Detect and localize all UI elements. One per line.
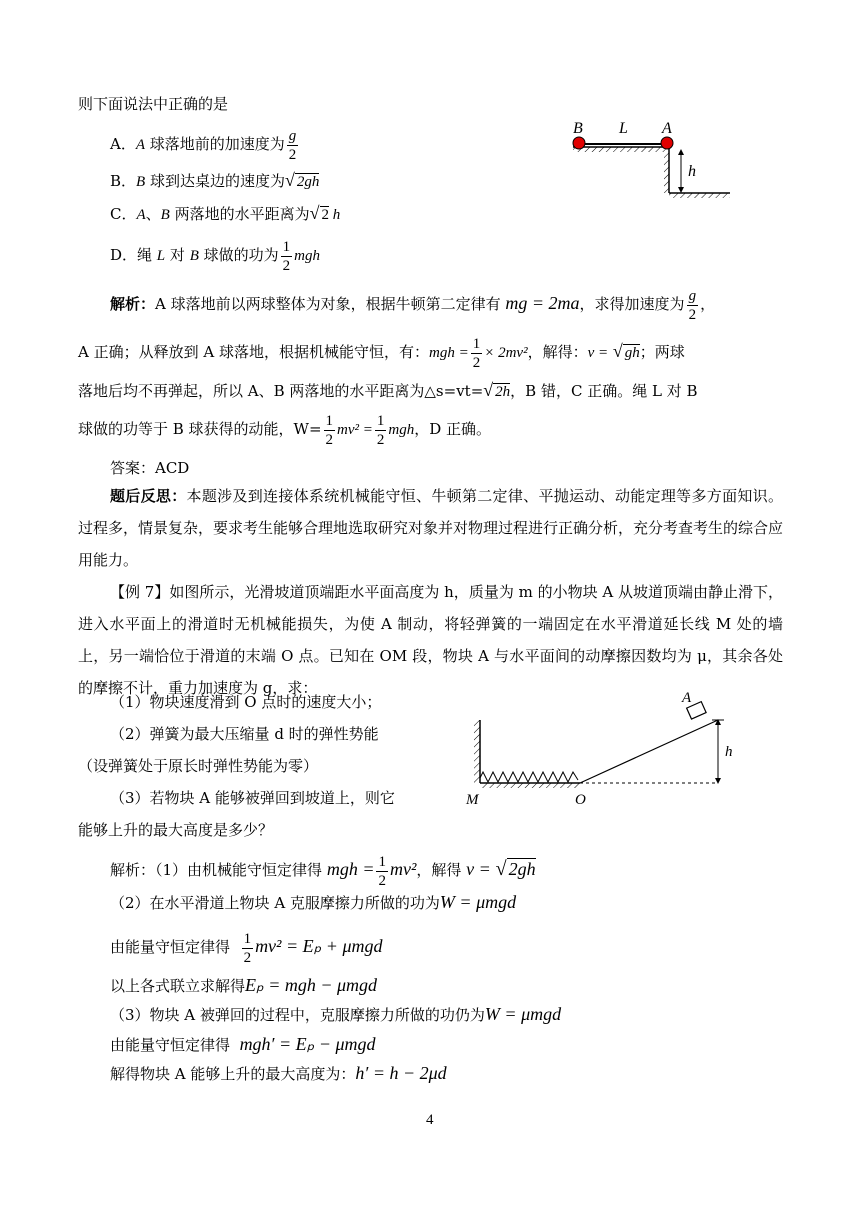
label-l: L <box>619 120 628 137</box>
option-c-sep: 、 <box>145 205 161 223</box>
analysis-l3-radicand: 2h <box>495 384 511 400</box>
solution-s1-radicand: 2gh <box>508 859 536 879</box>
ball-a <box>661 137 673 149</box>
analysis-l3b: ，B 错，C 正确。绳 L 对 B <box>510 382 698 400</box>
label-h: h <box>688 163 696 180</box>
analysis-line-4 <box>78 412 491 449</box>
analysis-l1c: ， <box>700 295 716 313</box>
option-d-mid: 对 <box>165 246 190 264</box>
solution-line-5 <box>110 1004 561 1025</box>
sqrt-sign: √ <box>483 380 494 400</box>
question-3: （3）若物块 A 能够被弹回到坡道上，则它 <box>110 789 395 807</box>
solution-s1-tail: mv² <box>389 859 417 879</box>
option-a <box>110 127 300 164</box>
reflection <box>78 480 783 576</box>
solution-s6: 由能量守恒定律得 <box>110 1036 231 1054</box>
analysis-l2-frac-num: 1 <box>472 336 481 352</box>
analysis-l4-n2: 1 <box>376 413 385 429</box>
option-d-text: 球做的功为 <box>198 246 279 264</box>
h-arrow-down <box>678 187 684 193</box>
option-d-fraction <box>281 238 293 275</box>
sqrt-sign: √ <box>309 203 320 223</box>
option-d <box>110 238 320 275</box>
solution-line-6 <box>110 1034 376 1055</box>
option-d-l: L <box>156 248 166 264</box>
question-intro: 则下面说法中正确的是 <box>78 95 229 113</box>
option-b-radicand: 2gh <box>296 174 320 190</box>
label-b: B <box>573 120 583 137</box>
analysis-l2b: ，解得： <box>527 343 588 361</box>
sqrt-sign: √ <box>612 341 623 361</box>
analysis-l4-d1: 2 <box>325 432 334 448</box>
option-a-fraction <box>287 127 299 164</box>
option-c-prefix: C． <box>110 205 137 223</box>
solution-s3-eq: mv² = Eₚ + μmgd <box>255 936 383 956</box>
reflection-label: 题后反思： <box>110 487 187 505</box>
question-3-cont: 能够上升的最大高度是多少？ <box>78 821 274 839</box>
slope-line <box>580 720 718 783</box>
analysis-line-3 <box>78 380 698 401</box>
analysis-l2-eq1: mgh = <box>428 345 469 361</box>
option-d-b: B <box>189 248 199 264</box>
figure-table-balls <box>565 115 745 205</box>
analysis-l2a: A 正确；从释放到 A 球落地，根据机械能守恒，有： <box>78 343 429 361</box>
figure-slope-spring <box>460 690 745 810</box>
option-d-prefix: D．绳 <box>110 246 157 264</box>
solution-line-1 <box>110 853 536 890</box>
question-1: （1）物块速度滑到 O 点时的速度大小； <box>110 693 382 711</box>
option-d-num: 1 <box>282 239 291 255</box>
reflection-text: 本题涉及到连接体系统机械能守恒、牛顿第二定律、平抛运动、动能定理等多方面知识。过程多，情景复杂，要求考生能够合理地选取研究对象并对物理过程进行正确分析，充分考查考生的综合应用能力。 <box>78 487 784 569</box>
label-h-2: h <box>725 744 733 760</box>
option-a-prefix: A． <box>110 135 136 153</box>
sqrt-sign: √ <box>284 170 295 190</box>
solution-s7-eq: h′ = h − 2μd <box>355 1063 447 1083</box>
h-arrow-up <box>678 149 684 155</box>
analysis-line-1 <box>110 287 715 324</box>
example-7-text: 如图所示，光滑坡道顶端距水平面高度为 h，质量为 m 的小物块 A 从坡道顶端由静止滑下，进入水平面上的滑道时无机械能损失，为使 A 制动，将轻弹簧的一端固定在水平滑道延长线 M 处的墙上，另一端恰位于滑道的末端 O 点。已知在 OM 段，物块 A 与水平面间的动摩擦因数均为 μ，其余各处的摩擦不计，重力加速度为 g，求： <box>78 583 784 697</box>
answer: 答案：ACD <box>110 459 190 477</box>
solution-s1-frac <box>376 853 388 890</box>
page-number: 4 <box>426 1112 434 1128</box>
solution-s1-v: v = <box>466 859 491 879</box>
option-a-var: A <box>135 137 146 153</box>
spring <box>480 772 578 782</box>
solution-line-7 <box>110 1063 447 1084</box>
solution-s3: 由能量守恒定律得 <box>110 938 231 956</box>
option-b <box>110 170 319 191</box>
option-a-text: 球落地前的加速度为 <box>145 135 285 153</box>
solution-s2-eq: W = μmgd <box>439 892 517 912</box>
floor-hatch <box>669 193 730 198</box>
option-c-radicand: 2 <box>321 207 330 223</box>
solution-s1-num: 1 <box>378 854 386 870</box>
question-2-note: （设弹簧处于原长时弹性势能为零） <box>78 757 319 775</box>
option-a-den: 2 <box>288 147 297 163</box>
label-o: O <box>575 792 586 808</box>
analysis-l1b: ，求得加速度为 <box>579 295 685 313</box>
option-b-prefix: B． <box>110 172 137 190</box>
analysis-l4-tail: mgh <box>388 422 415 438</box>
solution-s1a: 解析：（1）由机械能守恒定律得 <box>110 861 327 879</box>
analysis-l2-frac-den: 2 <box>472 355 481 371</box>
ball-b <box>573 137 585 149</box>
analysis-l4-n1: 1 <box>325 413 334 429</box>
question-2: （2）弹簧为最大压缩量 d 时的弹性势能 <box>110 725 379 743</box>
label-a: A <box>662 120 672 137</box>
option-c <box>110 203 340 224</box>
analysis-l4-d2: 2 <box>376 432 385 448</box>
solution-s1b: ，解得 <box>416 861 467 879</box>
analysis-l2-radicand: gh <box>624 345 640 361</box>
analysis-frac-g2 <box>687 287 699 324</box>
solution-s5-eq: W = μmgd <box>484 1004 562 1024</box>
option-d-den: 2 <box>282 258 291 274</box>
example-7-head: 【例 7】 <box>110 583 170 601</box>
solution-s5: （3）物块 A 被弹回的过程中，克服摩擦力所做的功仍为 <box>110 1006 485 1024</box>
analysis-l3a: 落地后均不再弹起，所以 A、B 两落地的水平距离为△s=vt= <box>78 382 484 400</box>
option-c-h: h <box>329 207 341 223</box>
solution-s4-eq: Eₚ = mgh − μmgd <box>245 975 378 995</box>
analysis-line-2 <box>78 335 685 372</box>
analysis-l4-frac1 <box>324 412 336 449</box>
analysis-l4a: 球做的功等于 B 球获得的动能，W= <box>78 420 322 438</box>
solution-s1-den: 2 <box>378 873 386 889</box>
analysis-l2-v: v = <box>587 345 609 361</box>
option-c-a: A <box>136 207 146 223</box>
wall-hatch <box>474 720 480 783</box>
solution-s3-den: 2 <box>243 950 252 966</box>
option-b-var: B <box>136 174 146 190</box>
option-a-num: g <box>288 128 297 144</box>
table-edge-hatch <box>664 152 669 193</box>
solution-line-3 <box>110 930 382 967</box>
analysis-l2-eq2: × 2mv² <box>484 345 528 361</box>
example-7 <box>78 576 783 704</box>
solution-s6-eq: mgh′ = Eₚ − μmgd <box>239 1034 376 1054</box>
h-arrow-down-2 <box>715 778 721 784</box>
solution-s7: 解得物块 A 能够上升的最大高度为： <box>110 1065 356 1083</box>
sqrt-sign: √ <box>495 858 507 880</box>
option-c-text: 两落地的水平距离为 <box>169 205 310 223</box>
analysis-label: 解析： <box>110 295 156 313</box>
solution-s2: （2）在水平滑道上物块 A 克服摩擦力所做的功为 <box>110 894 440 912</box>
label-m: M <box>466 792 479 808</box>
option-b-text: 球到达桌边的速度为 <box>145 172 285 190</box>
option-c-b: B <box>160 207 170 223</box>
solution-line-2 <box>110 892 516 913</box>
analysis-l2c: ；两球 <box>639 343 685 361</box>
solution-s4: 以上各式联立求解得 <box>110 977 246 995</box>
solution-s1-eq: mgh = <box>326 859 375 879</box>
solution-s3-num: 1 <box>243 931 252 947</box>
analysis-l4b: ，D 正确。 <box>414 420 492 438</box>
analysis-l4-frac2 <box>375 412 387 449</box>
option-d-tail: mgh <box>294 248 320 264</box>
analysis-l4-mid: mv² = <box>337 422 373 438</box>
solution-line-4 <box>110 975 377 996</box>
solution-s3-frac <box>242 930 254 967</box>
analysis-eq-newton: mg = 2ma <box>505 293 580 313</box>
analysis-frac-g2-den: 2 <box>688 307 697 323</box>
analysis-l2-frac <box>471 335 483 372</box>
analysis-l1a: A 球落地前以两球整体为对象，根据牛顿第二定律有 <box>155 295 506 313</box>
label-a-2: A <box>682 690 692 706</box>
analysis-frac-g2-num: g <box>688 288 697 304</box>
